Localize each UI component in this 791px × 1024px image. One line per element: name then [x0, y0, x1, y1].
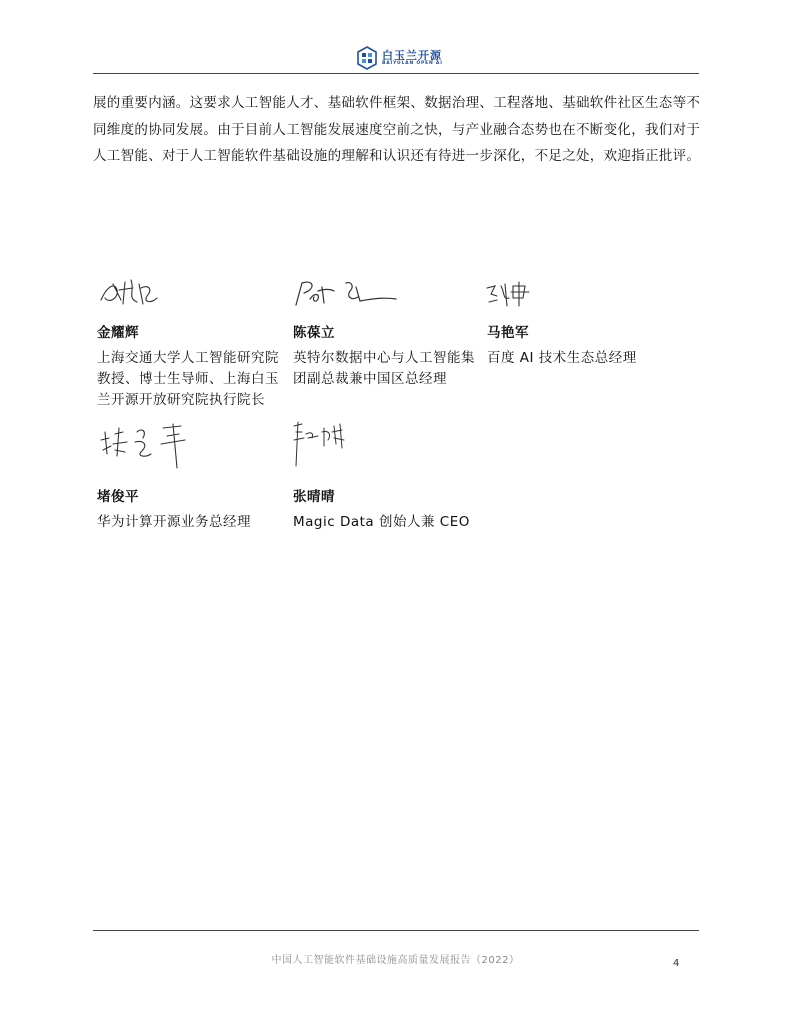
person-title: 英特尔数据中心与人工智能集团副总裁兼中国区总经理: [293, 350, 475, 387]
page-number: 4: [673, 958, 680, 969]
person-title: 华为计算开源业务总经理: [97, 514, 251, 530]
body-line: 人工智能、对于人工智能软件基础设施的理解和认识还有待进一步深化，不足之处，欢迎指正批评。: [93, 148, 701, 164]
person-name: 堵俊平: [97, 489, 139, 505]
body-line: 同维度的协同发展。由于目前人工智能发展速度空前之快，与产业融合态势也在不断变化，我们对于: [93, 121, 701, 138]
body-paragraph: [93, 90, 703, 170]
header-logo: [356, 46, 443, 70]
header-divider: [93, 73, 699, 74]
signature-person-1: [97, 276, 167, 310]
footer-divider: [93, 930, 699, 931]
person-name: 金耀辉: [97, 325, 139, 341]
person-title: 百度 AI 技术生态总经理: [487, 350, 637, 366]
logo-text: 白玉兰开源: [382, 49, 442, 62]
signature-person-5: [290, 418, 354, 468]
person-title: Magic Data 创始人兼 CEO: [293, 514, 470, 530]
body-line: 展的重要内涵。这要求人工智能人才、基础软件框架、数据治理、工程落地、基础软件社区生态等不: [93, 95, 701, 111]
signature-person-3: [485, 280, 535, 308]
footer-report-title: 中国人工智能软件基础设施高质量发展报告（2022）: [271, 955, 520, 966]
person-name: 张晴晴: [293, 489, 335, 505]
person-name: 陈葆立: [293, 325, 335, 341]
person-name: 马艳军: [487, 325, 529, 341]
signature-person-4: [97, 420, 197, 470]
person-title: 上海交通大学人工智能研究院教授、博士生导师、上海白玉兰开源开放研究院执行院长: [97, 350, 279, 408]
signature-person-2: [292, 279, 400, 309]
logo-subtext: BAIYULAN OPEN AI: [382, 61, 443, 66]
baiyulan-logo-icon: [356, 46, 378, 70]
